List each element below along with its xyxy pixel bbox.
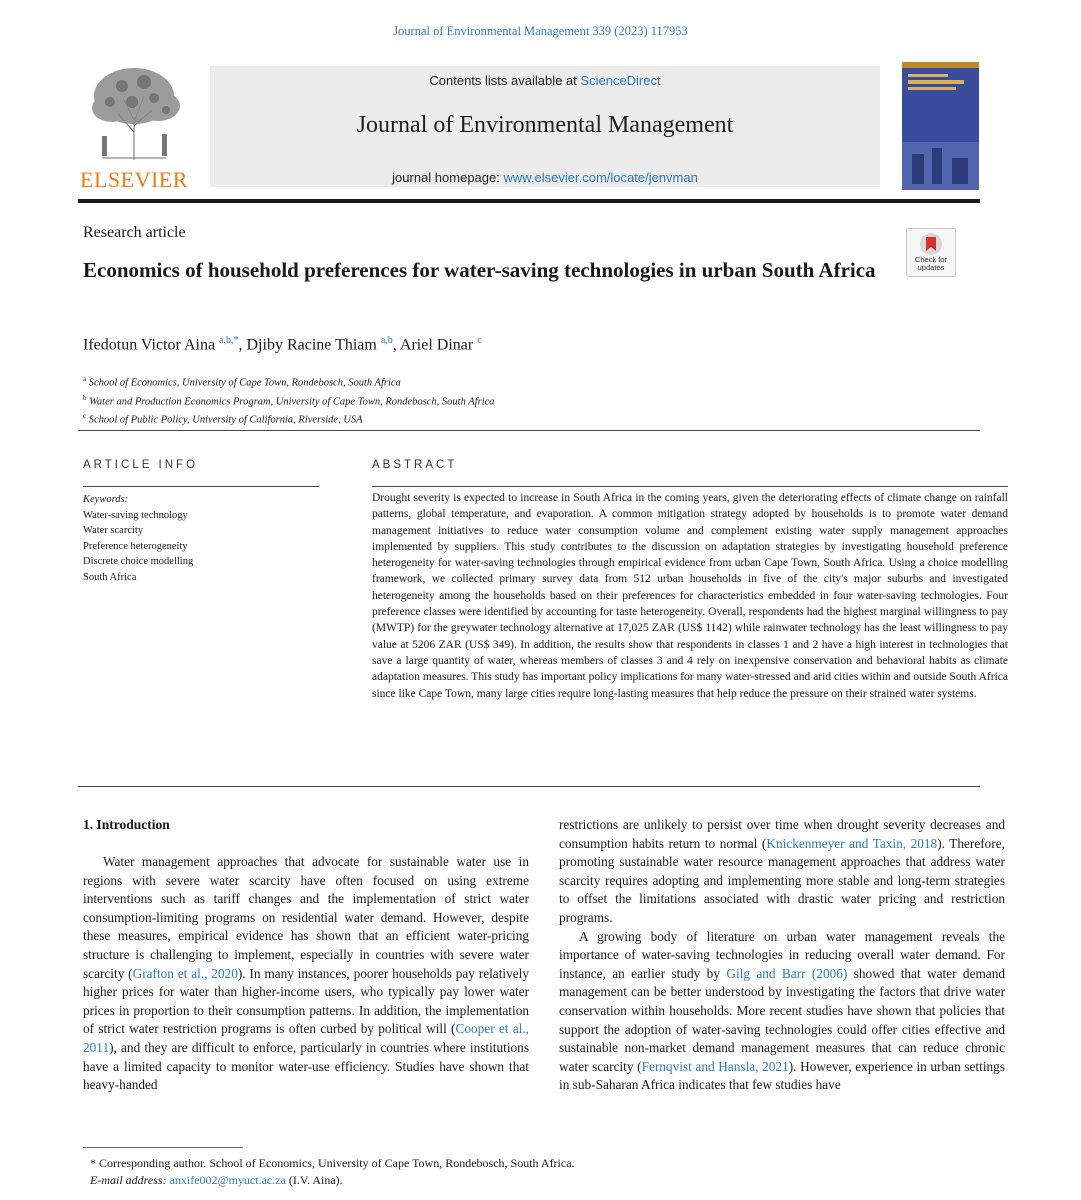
body-text: ). Therefore, promoting sustainable water resource management approaches that address water scarcity requires adopting and implementing more stable and long-term strategies to offset the limitations associated with drastic water pricing and restriction programs.: [559, 835, 1005, 925]
introduction-column-right: [559, 816, 1005, 1095]
elsevier-tree-icon: [82, 62, 186, 162]
footnote: [90, 1155, 575, 1188]
author-marks[interactable]: a,b: [380, 335, 393, 346]
body-text: showed that water demand management can be better understood by investigating the factors that drive water conservation within households. More recent studies have shown that policies that support the adoption of water-saving technologies could offer cities effective and sustainable non-market demand management measures that can reduce chronic water scarcity (: [559, 965, 1006, 1074]
citation-link[interactable]: Knickenmeyer and Taxin, 2018: [766, 835, 938, 851]
introduction-paragraph: [559, 817, 1005, 925]
journal-cover-icon[interactable]: [902, 62, 979, 190]
introduction-paragraph: [559, 928, 1005, 1095]
author-name[interactable]: Ariel Dinar: [399, 336, 474, 354]
citation-link[interactable]: Cooper et al., 2011: [83, 1021, 529, 1055]
corresponding-author-note: * Corresponding author. School of Economics, University of Cape Town, Rondebosch, South Africa.: [90, 1156, 575, 1170]
article-info-rule: [83, 486, 319, 487]
journal-masthead: [210, 66, 880, 187]
author-name[interactable]: Djiby Racine Thiam: [246, 336, 377, 354]
body-text: ). In many instances, poorer households pay relatively higher prices for water than higher-income users, who typically pay lower water prices in proportion to their consumption patterns. In addition, the implementation of strict water restriction programs is often curbed by political will (: [83, 965, 529, 1037]
check-for-updates-button[interactable]: [906, 228, 956, 277]
abstract-text: Drought severity is expected to increase in South Africa in the coming years, given the deteriorating effects of climate change on rainfall patterns, global temperature, and evaporation. A common mitigation strategy adopted by households is to promote water demand management initiatives to reduce water consumption volume and complement existing water supply management approaches implemented by suppliers. This study contributes to the discussion on adaptation strategies by investigating household preference heterogeneity for water-saving technologies through empirical evidence from urban Cape Town, South Africa. Using a choice modelling framework, we collected primary survey data from 512 urban households in five of the city's major suburbs and investigated heterogeneity among the households based on their preferences for characteristics embedded in four water-saving technologies. Four preference classes were identified by accounting for taste heterogeneity. Overall, respondents had the highest marginal willingness to pay (MWTP) for the greywater technology alternative at 17,025 ZAR (US$ 1142) while rainwater technology has the least willingness to pay value at 5206 ZAR (US$ 349). In addition, the results show that respondents in classes 1 and 2 have a high interest in technologies that save a large quantity of water, whereas members of classes 3 and 4 rely on inexpensive conservation and behavioral habits as climate adaptation measures. This study has important policy implications for many water-stressed and arid cities within and outside South Africa since like Cape Town, many large cities require long-lasting measures that help reduce the pressure on their strained water systems.: [372, 492, 1008, 700]
abstract-bottom-rule: [78, 786, 980, 787]
keywords-block: [83, 492, 319, 585]
affiliation-rule: [78, 430, 980, 431]
header-rule: [78, 199, 980, 203]
author-name[interactable]: Ifedotun Victor Aina: [83, 336, 216, 354]
citation-link[interactable]: Fernqvist and Hansla, 2021: [641, 1058, 789, 1074]
abstract-heading: ABSTRACT: [372, 459, 458, 471]
author-marks[interactable]: c: [477, 335, 482, 346]
article-title: Economics of household preferences for water-saving technologies in urban South Africa: [83, 258, 876, 282]
introduction-heading: 1. Introduction: [83, 817, 170, 832]
bookmark-icon: [919, 232, 943, 256]
introduction-column-left: [83, 853, 529, 1095]
body-text: Water management approaches that advocate for sustainable water use in regions with severe water scarcity have often focused on using extreme interventions such as tariff changes and the implementation of strict water consumption-limiting programs on residential water demand. However, despite these measures, empirical evidence has shown that an efficient water-pricing structure is challenging to implement, especially in countries with severe water scarcity (: [83, 854, 529, 981]
affiliation-list: [83, 372, 495, 428]
journal-citation[interactable]: Journal of Environmental Management 339 (2023) 117953: [393, 24, 688, 38]
affiliation-item: $^a$ School of Economics, University of Cape Town, Rondebosch, South Africa: [83, 375, 401, 389]
body-text: A growing body of literature on urban water management reveals the importance of water-saving technologies in reducing overall water demand. For instance, an earlier study by: [559, 928, 1005, 981]
keyword-item: Water scarcity: [83, 525, 144, 536]
keyword-item: Preference heterogeneity: [83, 540, 188, 552]
homepage-link[interactable]: www.elsevier.com/locate/jenvman: [503, 170, 698, 185]
author-list: Ifedotun Victor Aina $^{a,b,*}$, Djiby Racine Thiam $^{a,b}$, Ariel Dinar $^c$: [83, 335, 482, 354]
citation-link[interactable]: Grafton et al., 2020: [132, 965, 238, 981]
footnote-rule: [83, 1147, 243, 1148]
abstract-rule: [372, 486, 1008, 487]
body-text: ). However, experience in urban settings in sub-Saharan Africa indicates that few studies have: [559, 1058, 1005, 1093]
check-for-updates-label: Check for updates: [914, 255, 948, 272]
keyword-item: Water-saving technology: [83, 509, 188, 521]
contents-availability: Contents lists available at ScienceDirect: [429, 73, 661, 88]
body-text: restrictions are unlikely to persist over time when drought severity decreases and consumption habits return to normal (: [559, 817, 1005, 851]
sciencedirect-link[interactable]: ScienceDirect: [580, 73, 661, 88]
author-marks[interactable]: a,b,*: [219, 335, 239, 346]
email-link[interactable]: anxife002@myuct.ac.za: [169, 1172, 286, 1187]
affiliation-item: $^c$ School of Public Policy, University of California, Riverside, USA: [83, 412, 363, 426]
citation-link[interactable]: Gilg and Barr (2006): [726, 965, 848, 981]
email-line: E-mail address: anxife002@myuct.ac.za (I.V. Aina).: [90, 1172, 343, 1187]
keywords-label: Keywords:: [83, 494, 129, 505]
keyword-item: Discrete choice modelling: [83, 556, 194, 567]
article-type: Research article: [83, 224, 186, 241]
journal-homepage: journal homepage: www.elsevier.com/locate/jenvman: [392, 170, 698, 185]
body-text: ), and they are difficult to enforce, particularly in countries where institutions have a limited capacity to monitor water-use efficiency. Studies have shown that heavy-handed: [83, 1039, 529, 1093]
publisher-wordmark: ELSEVIER: [80, 167, 188, 192]
affiliation-item: $^b$ Water and Production Economics Program, University of Cape Town, Rondebosch, South Africa: [83, 393, 495, 407]
article-info-heading: ARTICLE INFO: [83, 459, 199, 471]
elsevier-logo: [78, 62, 196, 190]
journal-title: Journal of Environmental Management: [356, 112, 734, 138]
keyword-item: South Africa: [83, 571, 137, 583]
